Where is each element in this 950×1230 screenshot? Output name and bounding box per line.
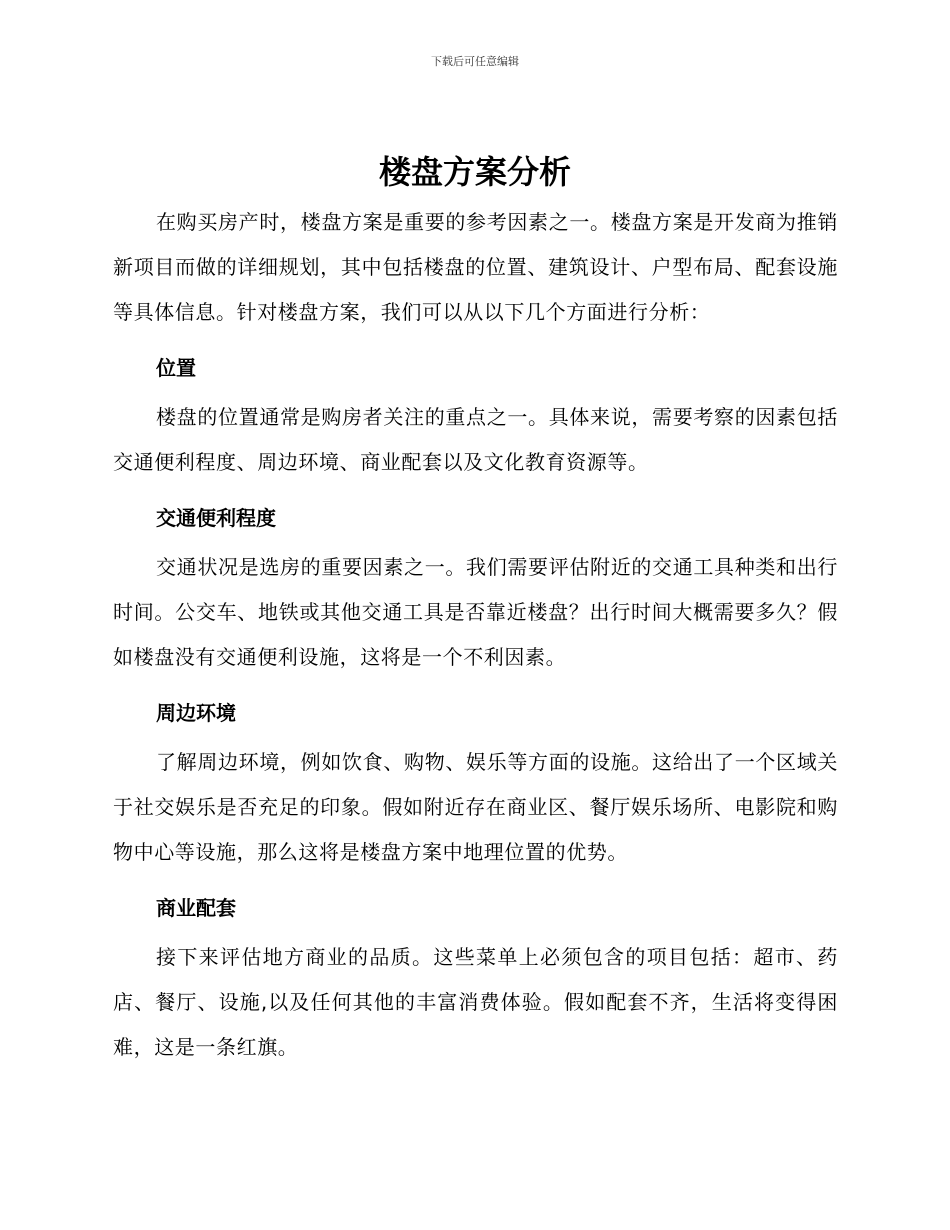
document-body: [113, 200, 838, 1070]
section-heading-commercial: 商业配套: [156, 896, 236, 920]
section-text-location: 楼盘的位置通常是购房者关注的重点之一。具体来说，需要考察的因素包括交通便利程度、周边环境、商业配套以及文化教育资源等。: [113, 405, 838, 474]
section-heading-transport: 交通便利程度: [156, 506, 276, 530]
section-text-commercial: 接下来评估地方商业的品质。这些菜单上必须包含的项目包括：超市、药店、餐厅、设施,以及任何其他的丰富消费体验。假如配套不齐，生活将变得困难，这是一条红旗。: [113, 945, 838, 1059]
section-heading-environment: 周边环境: [156, 701, 236, 725]
header-note: 下载后可任意编辑: [431, 55, 519, 68]
intro-paragraph: 在购买房产时，楼盘方案是重要的参考因素之一。楼盘方案是开发商为推销新项目而做的详细规划，其中包括楼盘的位置、建筑设计、户型布局、配套设施等具体信息。针对楼盘方案，我们可以从以下几个方面进行分析：: [113, 210, 838, 324]
document-title: 楼盘方案分析: [378, 153, 571, 191]
section-text-transport: 交通状况是选房的重要因素之一。我们需要评估附近的交通工具种类和出行时间。公交车、地铁或其他交通工具是否靠近楼盘？出行时间大概需要多久？假如楼盘没有交通便利设施，这将是一个不利因素。: [113, 555, 838, 669]
section-heading-location: 位置: [156, 356, 196, 380]
section-text-environment: 了解周边环境，例如饮食、购物、娱乐等方面的设施。这给出了一个区域关于社交娱乐是否充足的印象。假如附近存在商业区、餐厅娱乐场所、电影院和购物中心等设施，那么这将是楼盘方案中地理位置的优势。: [113, 750, 838, 864]
